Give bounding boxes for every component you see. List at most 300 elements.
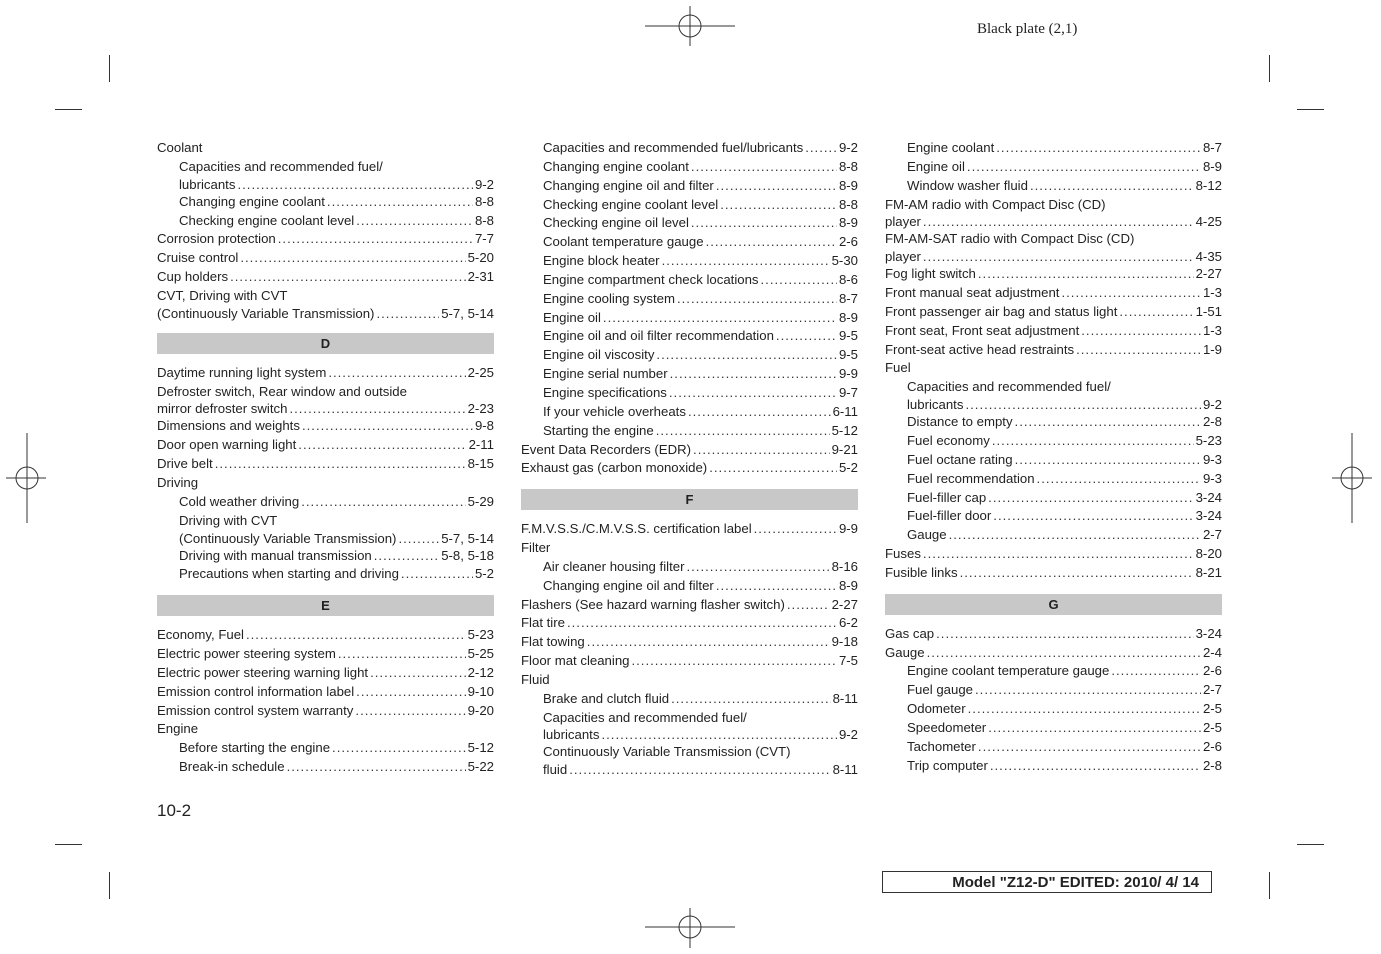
page-reference: 9-3 — [1202, 451, 1222, 467]
index-subentry — [521, 709, 858, 728]
page-reference: 2-4 — [1202, 644, 1222, 660]
entry-text: Speedometer — [907, 719, 987, 735]
page-reference: 5-12 — [831, 422, 858, 438]
entry-text: Odometer — [907, 701, 966, 717]
index-entry — [885, 322, 1222, 341]
index-subentry — [521, 743, 858, 762]
index-entry — [521, 652, 858, 671]
leader-dots — [1076, 341, 1201, 360]
page-reference: 9-8 — [474, 418, 494, 434]
section-header-e: E — [157, 595, 494, 616]
index-subentry — [885, 738, 1222, 757]
page-reference: 9-21 — [831, 441, 858, 457]
page-reference: 4-25 — [1195, 214, 1222, 230]
entry-text: Engine compartment check locations — [543, 271, 759, 287]
leader-dots — [376, 306, 439, 322]
page-reference: 8-9 — [838, 309, 858, 325]
index-column-3 — [885, 139, 1222, 775]
index-subentry — [521, 252, 858, 271]
entry-text: Fuel octane rating — [907, 451, 1013, 467]
index-subentry — [157, 739, 494, 758]
page-reference: 8-21 — [1195, 564, 1222, 580]
index-entry — [157, 268, 494, 287]
entry-text: Break-in schedule — [179, 759, 285, 775]
page-reference: 5-23 — [1195, 432, 1222, 448]
entry-text: Emission control system warranty — [157, 702, 354, 718]
entry-text: CVT, Driving with CVT — [157, 287, 288, 303]
page-reference: 3-24 — [1195, 625, 1222, 641]
page-reference: 8-9 — [838, 177, 858, 193]
page-reference: 9-2 — [474, 176, 494, 192]
leader-dots — [301, 493, 465, 512]
index-entry — [157, 645, 494, 664]
leader-dots — [1015, 451, 1201, 470]
entry-text: Fuel recommendation — [907, 470, 1035, 486]
leader-dots — [990, 757, 1201, 776]
plate-label: Black plate (2,1) — [977, 21, 1078, 37]
registration-mark-left — [6, 433, 46, 523]
page-reference: 2-6 — [1202, 738, 1222, 754]
entry-text: Emission control information label — [157, 683, 355, 699]
page-reference: 5-22 — [467, 759, 494, 775]
entry-text: Fuel economy — [907, 432, 990, 448]
section-header-f: F — [521, 489, 858, 510]
index-subentry — [885, 489, 1222, 508]
page-reference: 2-7 — [1202, 682, 1222, 698]
page-reference: 5-2 — [838, 460, 858, 476]
entry-text: Electric power steering system — [157, 646, 336, 662]
entry-text: Fuel-filler door — [907, 508, 992, 524]
leader-dots — [567, 614, 837, 633]
index-entry — [521, 596, 858, 615]
entry-text: Changing engine oil and filter — [543, 177, 714, 193]
page-reference: 5-25 — [467, 646, 494, 662]
leader-dots — [230, 268, 465, 287]
index-entry — [885, 214, 1222, 230]
index-column-1 — [157, 139, 494, 777]
index-subentry — [521, 384, 858, 403]
leader-dots — [1119, 303, 1193, 322]
entry-text: Distance to empty — [907, 414, 1013, 430]
index-entry — [157, 417, 494, 436]
index-entry — [157, 287, 494, 306]
leader-dots — [1015, 413, 1201, 432]
leader-dots — [805, 139, 837, 158]
page-reference: 5-2 — [474, 566, 494, 582]
index-subentry — [885, 719, 1222, 738]
page-reference: 2-23 — [467, 401, 494, 417]
entry-text: Engine coolant temperature gauge — [907, 663, 1110, 679]
entry-text: Cold weather driving — [179, 493, 300, 509]
leader-dots — [289, 401, 465, 417]
index-entry — [885, 196, 1222, 215]
entry-text: Capacities and recommended fuel/lubricants — [543, 140, 804, 155]
page-reference: 6-2 — [838, 615, 858, 631]
page-reference: 1-51 — [1195, 303, 1222, 319]
page-reference: 8-11 — [832, 690, 858, 706]
leader-dots — [656, 346, 837, 365]
leader-dots — [671, 690, 830, 709]
leader-dots — [240, 249, 465, 268]
entry-text: Window washer fluid — [907, 177, 1028, 193]
crop-mark — [1269, 872, 1270, 899]
section-header-d: D — [157, 333, 494, 354]
page-reference: 9-2 — [1202, 397, 1222, 413]
index-subentry — [885, 451, 1222, 470]
index-subentry — [885, 139, 1222, 158]
leader-dots — [631, 652, 836, 671]
page-reference: 9-2 — [838, 727, 858, 743]
entry-text: Gas cap — [885, 625, 935, 641]
index-subentry — [157, 531, 494, 547]
entry-text: Checking engine coolant level — [179, 212, 355, 228]
entry-text: Driving with CVT — [179, 512, 278, 528]
page-reference: 2-27 — [1195, 266, 1222, 282]
entry-text: Daytime running light system — [157, 364, 327, 380]
page-reference: 2-11 — [468, 437, 494, 453]
leader-dots — [278, 230, 473, 249]
entry-text: mirror defroster switch — [157, 401, 288, 417]
entry-text: Coolant — [157, 140, 203, 155]
index-subentry — [521, 577, 858, 596]
index-subentry — [521, 762, 858, 778]
page-reference: 8-8 — [474, 212, 494, 228]
leader-dots — [923, 214, 1194, 230]
leader-dots — [968, 700, 1201, 719]
index-entry — [157, 626, 494, 645]
entry-text: Flashers (See hazard warning flasher switch) — [521, 596, 785, 612]
index-subentry — [885, 470, 1222, 489]
page-reference: 5-29 — [467, 493, 494, 509]
index-subentry — [521, 177, 858, 196]
index-entry — [885, 644, 1222, 663]
entry-text: Fuel — [885, 360, 911, 376]
index-entry — [521, 614, 858, 633]
entry-text: (Continuously Variable Transmission) — [179, 530, 397, 546]
index-entry — [157, 306, 494, 322]
entry-text: Engine oil — [543, 309, 601, 325]
index-subentry — [521, 271, 858, 290]
leader-dots — [1061, 284, 1200, 303]
index-subentry — [157, 158, 494, 177]
entry-text: Trip computer — [907, 757, 988, 773]
leader-dots — [328, 364, 465, 383]
entry-text: Fuel-filler cap — [907, 489, 987, 505]
leader-dots — [656, 422, 830, 441]
entry-text: Event Data Recorders (EDR) — [521, 441, 692, 457]
leader-dots — [988, 489, 1193, 508]
index-subentry — [157, 512, 494, 531]
page-reference: 5-7, 5-14 — [441, 305, 494, 321]
entry-text: Engine — [157, 721, 199, 737]
index-entry — [521, 633, 858, 652]
index-subentry — [885, 681, 1222, 700]
leader-dots — [355, 702, 465, 721]
entry-text: Checking engine coolant level — [543, 196, 719, 212]
leader-dots — [716, 577, 837, 596]
entry-text: Floor mat cleaning — [521, 653, 630, 669]
index-entry — [521, 459, 858, 478]
entry-text: Fluid — [521, 671, 550, 687]
index-entry — [157, 436, 494, 455]
index-subentry — [157, 493, 494, 512]
index-subentry — [521, 690, 858, 709]
page-reference: 2-6 — [838, 234, 858, 250]
page-reference: 5-8, 5-18 — [441, 547, 494, 563]
page-reference: 1-3 — [1202, 285, 1222, 301]
leader-dots — [936, 625, 1193, 644]
page-reference: 6-11 — [832, 403, 858, 419]
entry-text: Engine specifications — [543, 384, 667, 400]
index-subentry — [885, 662, 1222, 681]
model-edited-box: Model "Z12-D" EDITED: 2010/ 4/ 14 — [882, 871, 1212, 893]
index-subentry — [157, 565, 494, 584]
leader-dots — [669, 384, 837, 403]
entry-text: Gauge — [907, 527, 947, 543]
page-reference: 8-8 — [838, 196, 858, 212]
index-subentry — [157, 177, 494, 193]
index-entry — [885, 625, 1222, 644]
page-reference: 7-7 — [474, 231, 494, 247]
page-reference: 8-8 — [474, 193, 494, 209]
leader-dots — [965, 397, 1200, 413]
leader-dots — [686, 558, 829, 577]
leader-dots — [356, 212, 473, 231]
index-entry — [157, 230, 494, 249]
page-reference: 2-27 — [831, 596, 858, 612]
entry-text: Fuel gauge — [907, 682, 973, 698]
entry-text: Defroster switch, Rear window and outside — [157, 383, 407, 399]
registration-mark-right — [1332, 433, 1372, 523]
leader-dots — [332, 739, 466, 758]
entry-text: Front-seat active head restraints — [885, 341, 1075, 357]
leader-dots — [776, 327, 837, 346]
page-reference: 9-9 — [838, 366, 858, 382]
entry-text: Checking engine oil level — [543, 215, 689, 231]
entry-text: Tachometer — [907, 738, 976, 754]
section-header-g: G — [885, 594, 1222, 615]
entry-text: Door open warning light — [157, 437, 297, 453]
index-entry — [157, 139, 494, 158]
page-reference: 2-6 — [1202, 663, 1222, 679]
leader-dots — [992, 432, 1194, 451]
index-entry — [157, 401, 494, 417]
index-subentry — [521, 309, 858, 328]
entry-text: Engine oil viscosity — [543, 347, 655, 363]
entry-text: Brake and clutch fluid — [543, 690, 670, 706]
index-subentry — [885, 158, 1222, 177]
index-entry — [885, 545, 1222, 564]
crop-mark — [109, 55, 110, 82]
index-subentry — [521, 139, 858, 158]
page-reference: 9-5 — [838, 347, 858, 363]
entry-text: Fog light switch — [885, 266, 976, 282]
index-entry — [885, 265, 1222, 284]
page-reference: 8-9 — [838, 577, 858, 593]
page-reference: 8-20 — [1195, 546, 1222, 562]
leader-dots — [923, 545, 1194, 564]
leader-dots — [670, 365, 837, 384]
index-entry — [885, 564, 1222, 583]
entry-text: Front manual seat adjustment — [885, 285, 1060, 301]
leader-dots — [587, 633, 830, 652]
page-reference: 9-5 — [838, 328, 858, 344]
leader-dots — [996, 139, 1201, 158]
leader-dots — [298, 436, 466, 455]
leader-dots — [993, 507, 1193, 526]
index-subentry — [885, 432, 1222, 451]
entry-text: lubricants — [907, 397, 964, 413]
entry-text: Starting the engine — [543, 422, 654, 438]
index-subentry — [521, 558, 858, 577]
index-subentry — [157, 547, 494, 566]
entry-text: Fuses — [885, 546, 921, 562]
crop-mark — [1297, 109, 1324, 110]
leader-dots — [401, 565, 473, 584]
leader-dots — [287, 758, 466, 777]
index-entry — [157, 249, 494, 268]
leader-dots — [356, 683, 465, 702]
leader-dots — [215, 455, 466, 474]
index-subentry — [885, 413, 1222, 432]
leader-dots — [662, 252, 830, 271]
page-reference: 2-5 — [1202, 701, 1222, 717]
leader-dots — [978, 265, 1194, 284]
leader-dots — [978, 738, 1201, 757]
entry-text: Corrosion protection — [157, 231, 276, 247]
entry-text: Gauge — [885, 644, 925, 660]
page-reference: 5-30 — [831, 253, 858, 269]
entry-text: Engine serial number — [543, 366, 668, 382]
index-subentry — [521, 214, 858, 233]
page-reference: 5-20 — [467, 250, 494, 266]
leader-dots — [923, 249, 1194, 265]
index-entry — [885, 249, 1222, 265]
entry-text: lubricants — [543, 727, 600, 743]
leader-dots — [601, 727, 836, 743]
index-subentry — [157, 758, 494, 777]
leader-dots — [569, 762, 830, 778]
entry-text: Continuously Variable Transmission (CVT) — [543, 744, 791, 760]
leader-dots — [677, 290, 837, 309]
page-reference: 3-24 — [1195, 508, 1222, 524]
page-reference: 8-16 — [831, 558, 858, 574]
page-reference: 8-12 — [1195, 177, 1222, 193]
entry-text: Drive belt — [157, 456, 213, 472]
leader-dots — [1111, 662, 1201, 681]
entry-text: Exhaust gas (carbon monoxide) — [521, 460, 708, 476]
crop-mark — [55, 109, 82, 110]
index-subentry — [521, 158, 858, 177]
page-reference: 4-35 — [1195, 249, 1222, 265]
page-reference: 2-8 — [1202, 757, 1222, 773]
page-reference: 2-31 — [467, 269, 494, 285]
leader-dots — [691, 214, 837, 233]
leader-dots — [709, 459, 837, 478]
leader-dots — [246, 626, 466, 645]
entry-text: Driving — [157, 474, 199, 490]
leader-dots — [1037, 470, 1201, 489]
index-entry — [157, 702, 494, 721]
entry-text: Engine oil — [907, 158, 965, 174]
crop-mark — [1297, 844, 1324, 845]
page-reference: 5-12 — [467, 740, 494, 756]
page-reference: 5-23 — [467, 627, 494, 643]
registration-mark-bottom — [645, 908, 735, 948]
leader-dots — [754, 520, 837, 539]
leader-dots — [398, 531, 439, 547]
index-entry — [157, 474, 494, 493]
leader-dots — [370, 664, 465, 683]
entry-text: Engine coolant — [907, 140, 995, 155]
entry-text: Dimensions and weights — [157, 418, 300, 434]
index-subentry — [521, 365, 858, 384]
index-entry — [885, 341, 1222, 360]
page-reference: 2-25 — [467, 364, 494, 380]
entry-text: player — [885, 214, 921, 230]
entry-text: Front seat, Front seat adjustment — [885, 322, 1080, 338]
index-subentry — [885, 397, 1222, 413]
entry-text: Engine cooling system — [543, 290, 675, 306]
crop-mark — [55, 844, 82, 845]
entry-text: FM-AM radio with Compact Disc (CD) — [885, 196, 1106, 212]
leader-dots — [988, 719, 1201, 738]
page-reference: 3-24 — [1195, 489, 1222, 505]
page-reference: 9-20 — [467, 702, 494, 718]
entry-text: Electric power steering warning light — [157, 664, 369, 680]
leader-dots — [691, 158, 837, 177]
entry-text: FM-AM-SAT radio with Compact Disc (CD) — [885, 231, 1135, 247]
index-entry — [885, 284, 1222, 303]
entry-text: Changing engine coolant — [179, 193, 325, 209]
entry-text: Flat towing — [521, 634, 585, 650]
index-subentry — [521, 290, 858, 309]
page-number: 10-2 — [157, 801, 192, 820]
leader-dots — [720, 196, 837, 215]
leader-dots — [374, 547, 439, 566]
page-reference: 5-7, 5-14 — [441, 530, 494, 546]
page-reference: 2-12 — [467, 664, 494, 680]
leader-dots — [237, 177, 472, 193]
index-subentry — [885, 507, 1222, 526]
page-reference: 8-8 — [838, 158, 858, 174]
page-reference: 8-9 — [838, 215, 858, 231]
index-entry — [157, 720, 494, 739]
page-reference: 8-9 — [1202, 158, 1222, 174]
page-reference: 8-7 — [838, 290, 858, 306]
page-reference: 9-7 — [838, 384, 858, 400]
index-subentry — [521, 727, 858, 743]
index-entry — [521, 441, 858, 460]
leader-dots — [302, 417, 473, 436]
index-entry — [157, 664, 494, 683]
leader-dots — [949, 526, 1201, 545]
page-reference: 2-7 — [1202, 527, 1222, 543]
entry-text: F.M.V.S.S./C.M.V.S.S. certification label — [521, 521, 752, 537]
page-reference: 9-10 — [467, 683, 494, 699]
index-subentry — [521, 422, 858, 441]
crop-mark — [1269, 55, 1270, 82]
page-reference: 8-11 — [832, 762, 858, 778]
index-subentry — [157, 193, 494, 212]
index-subentry — [521, 233, 858, 252]
index-entry — [157, 364, 494, 383]
index-subentry — [885, 177, 1222, 196]
crop-mark — [109, 872, 110, 899]
entry-text: Flat tire — [521, 615, 565, 631]
leader-dots — [960, 564, 1194, 583]
entry-text: Capacities and recommended fuel/ — [543, 709, 747, 725]
